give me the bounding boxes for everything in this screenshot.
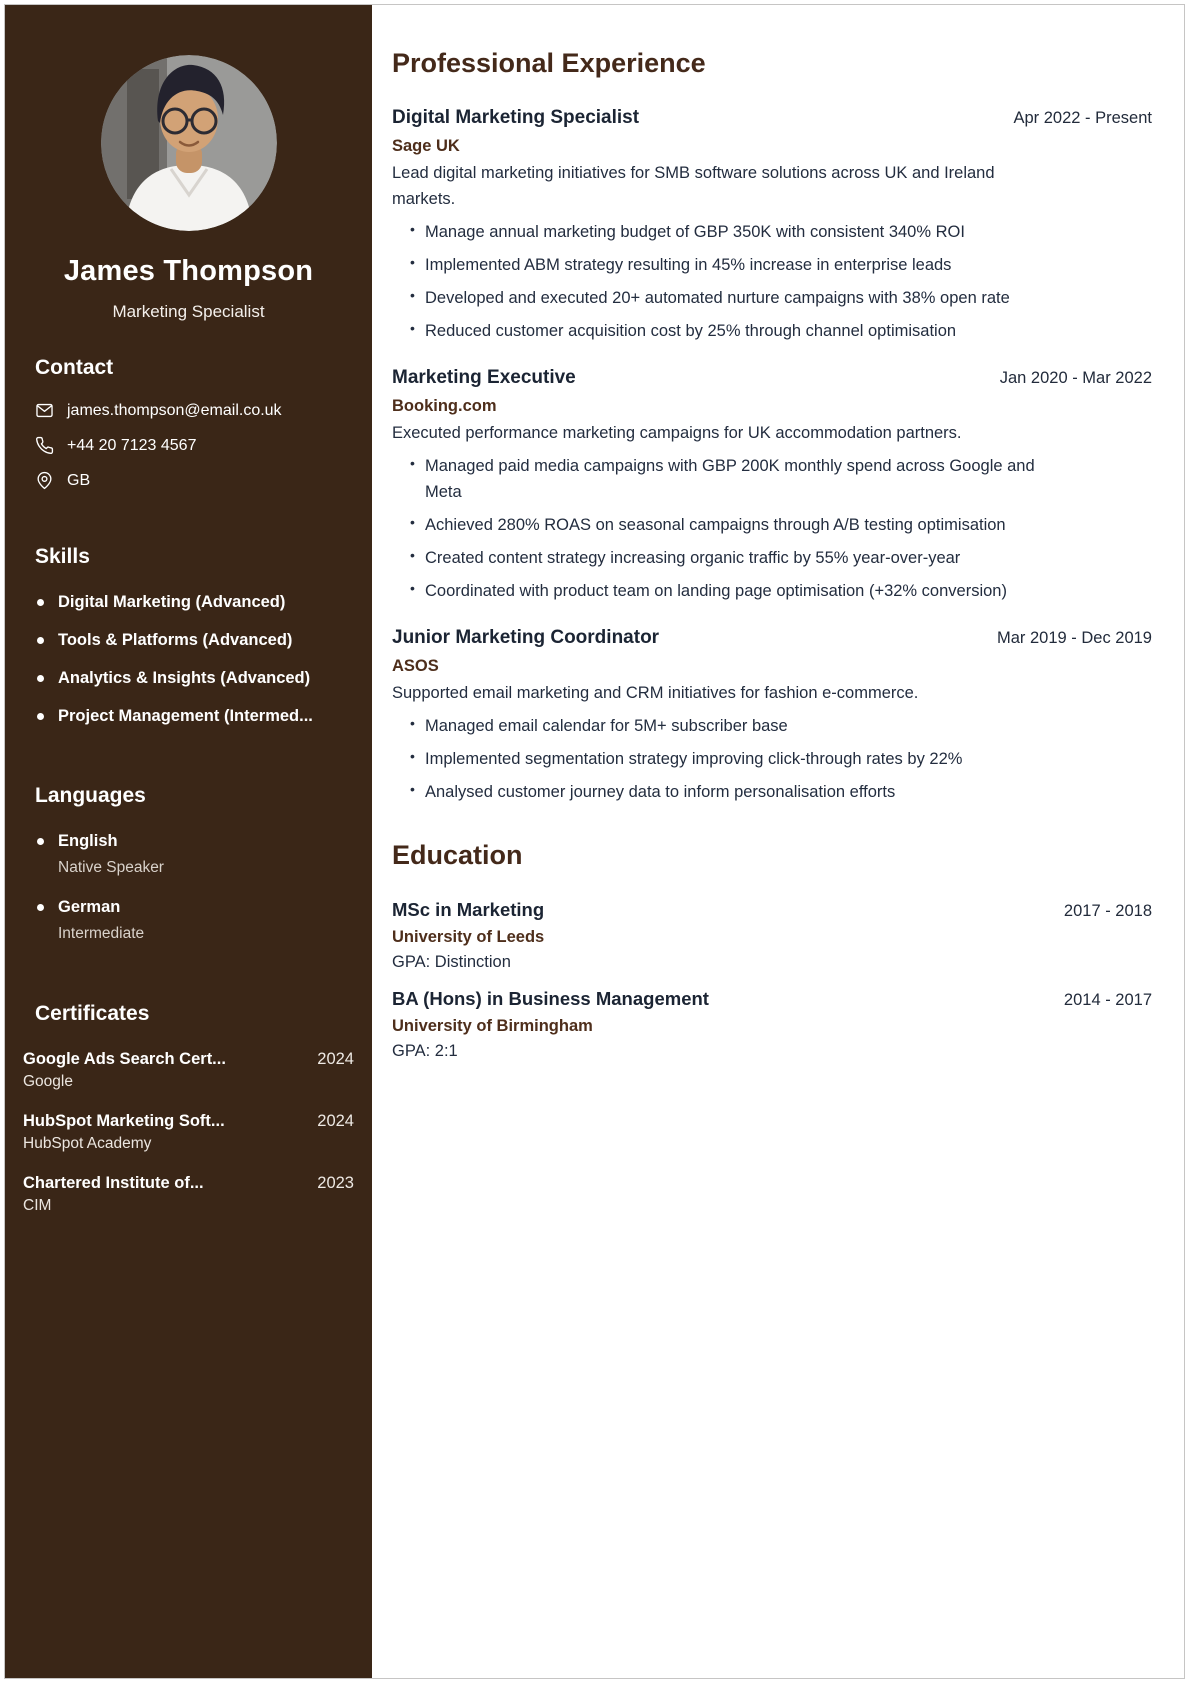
skills-list xyxy=(35,592,354,727)
experience-entry xyxy=(392,106,1152,344)
certificate-issuer: HubSpot Academy xyxy=(23,1135,152,1152)
certificate-item xyxy=(23,1049,354,1091)
job-title: Junior Marketing Coordinator xyxy=(392,627,660,648)
job-dates: Mar 2019 - Dec 2019 xyxy=(996,629,1152,647)
job-bullet: • Created content strategy increasing organic traffic by 55% year-over-year xyxy=(392,545,1050,571)
skill-item: Digital Marketing (Advanced) xyxy=(35,592,354,613)
email-icon xyxy=(35,401,54,420)
contact-phone-text: +44 20 7123 4567 xyxy=(67,436,197,454)
job-bullet: • Implemented ABM strategy resulting in 45% increase in enterprise leads xyxy=(392,252,1050,278)
degree-title: BA (Hons) in Business Management xyxy=(392,988,709,1009)
language-item xyxy=(35,897,354,943)
skill-item: Analytics & Insights (Advanced) xyxy=(35,668,354,689)
job-summary: Executed performance marketing campaigns for UK accommodation partners. xyxy=(392,424,962,442)
job-bullet: • Manage annual marketing budget of GBP 350K with consistent 340% ROI xyxy=(392,219,1050,245)
gpa-text: GPA: 2:1 xyxy=(392,1042,458,1060)
education-dates: 2014 - 2017 xyxy=(1063,991,1152,1009)
gpa-text: GPA: Distinction xyxy=(392,953,511,971)
company-name: Booking.com xyxy=(392,397,497,415)
education-entry xyxy=(392,898,1152,973)
certificates-heading: Certificates xyxy=(35,1002,150,1025)
job-bullet: • Reduced customer acquisition cost by 25% through channel optimisation xyxy=(392,318,1050,344)
certificate-issuer: Google xyxy=(23,1073,73,1090)
certificate-name: Chartered Institute of... xyxy=(23,1174,204,1192)
job-summary: Supported email marketing and CRM initiatives for fashion e-commerce. xyxy=(392,684,919,702)
certificate-item xyxy=(23,1173,354,1215)
job-bullet: • Coordinated with product team on landing page optimisation (+32% conversion) xyxy=(392,578,1050,604)
languages-list xyxy=(35,831,354,943)
job-dates: Apr 2022 - Present xyxy=(1013,109,1152,127)
skill-item: Tools & Platforms (Advanced) xyxy=(35,630,354,651)
degree-title: MSc in Marketing xyxy=(392,899,545,920)
experience-entry xyxy=(392,366,1152,604)
company-name: Sage UK xyxy=(392,137,460,155)
school-name: University of Leeds xyxy=(392,928,545,946)
job-summary: Lead digital marketing initiatives for SMB software solutions across UK and Ireland markets. xyxy=(392,164,995,208)
resume-page xyxy=(4,4,1185,1679)
job-title: Digital Marketing Specialist xyxy=(392,107,640,128)
contact-email xyxy=(35,401,354,420)
phone-icon xyxy=(35,436,54,455)
job-bullet: • Analysed customer journey data to inform personalisation efforts xyxy=(392,779,1050,805)
language-name: English xyxy=(58,832,118,850)
candidate-name: James Thompson xyxy=(63,255,314,287)
job-bullet: • Managed email calendar for 5M+ subscriber base xyxy=(392,713,1050,739)
main-content xyxy=(372,5,1184,1678)
contact-list xyxy=(35,401,354,490)
job-bullet: • Achieved 280% ROAS on seasonal campaigns through A/B testing optimisation xyxy=(392,512,1050,538)
certificate-year: 2024 xyxy=(317,1050,354,1068)
education-dates: 2017 - 2018 xyxy=(1063,902,1152,920)
language-name: German xyxy=(58,898,121,916)
job-bullet-list xyxy=(392,713,1152,805)
job-bullet-list xyxy=(392,219,1152,344)
certificate-issuer: CIM xyxy=(23,1197,52,1214)
education-entry xyxy=(392,987,1152,1062)
experience-entry xyxy=(392,626,1152,805)
candidate-job-title: Marketing Specialist xyxy=(112,302,265,321)
language-item xyxy=(35,831,354,877)
company-name: ASOS xyxy=(392,657,439,675)
experience-section-heading: Professional Experience xyxy=(392,48,706,78)
sidebar xyxy=(5,5,372,1678)
certificate-year: 2023 xyxy=(317,1174,354,1192)
job-dates: Jan 2020 - Mar 2022 xyxy=(999,369,1152,387)
certificate-name: Google Ads Search Cert... xyxy=(23,1050,226,1068)
language-level: Intermediate xyxy=(58,925,145,942)
location-pin-icon xyxy=(35,471,54,490)
certificate-item xyxy=(23,1111,354,1153)
skills-heading: Skills xyxy=(35,545,90,568)
job-bullet: • Managed paid media campaigns with GBP 200K monthly spend across Google and Meta xyxy=(392,453,1050,505)
profile-photo xyxy=(101,55,277,231)
language-level: Native Speaker xyxy=(58,859,164,876)
certificates-list xyxy=(23,1049,354,1215)
certificate-name: HubSpot Marketing Soft... xyxy=(23,1112,225,1130)
job-title: Marketing Executive xyxy=(392,367,576,388)
job-bullet: • Implemented segmentation strategy improving click-through rates by 22% xyxy=(392,746,1050,772)
job-bullet-list xyxy=(392,453,1152,604)
contact-location xyxy=(35,471,354,490)
contact-heading: Contact xyxy=(35,356,114,379)
job-bullet: • Developed and executed 20+ automated nurture campaigns with 38% open rate xyxy=(392,285,1050,311)
languages-heading: Languages xyxy=(35,784,146,807)
education-section-heading: Education xyxy=(392,840,523,870)
avatar-illustration xyxy=(101,55,277,231)
skill-item: Project Management (Intermed... xyxy=(35,706,354,727)
contact-email-text: james.thompson@email.co.uk xyxy=(67,401,282,419)
certificate-year: 2024 xyxy=(317,1112,354,1130)
school-name: University of Birmingham xyxy=(392,1017,593,1035)
contact-location-text: GB xyxy=(67,471,91,489)
contact-phone xyxy=(35,436,354,455)
